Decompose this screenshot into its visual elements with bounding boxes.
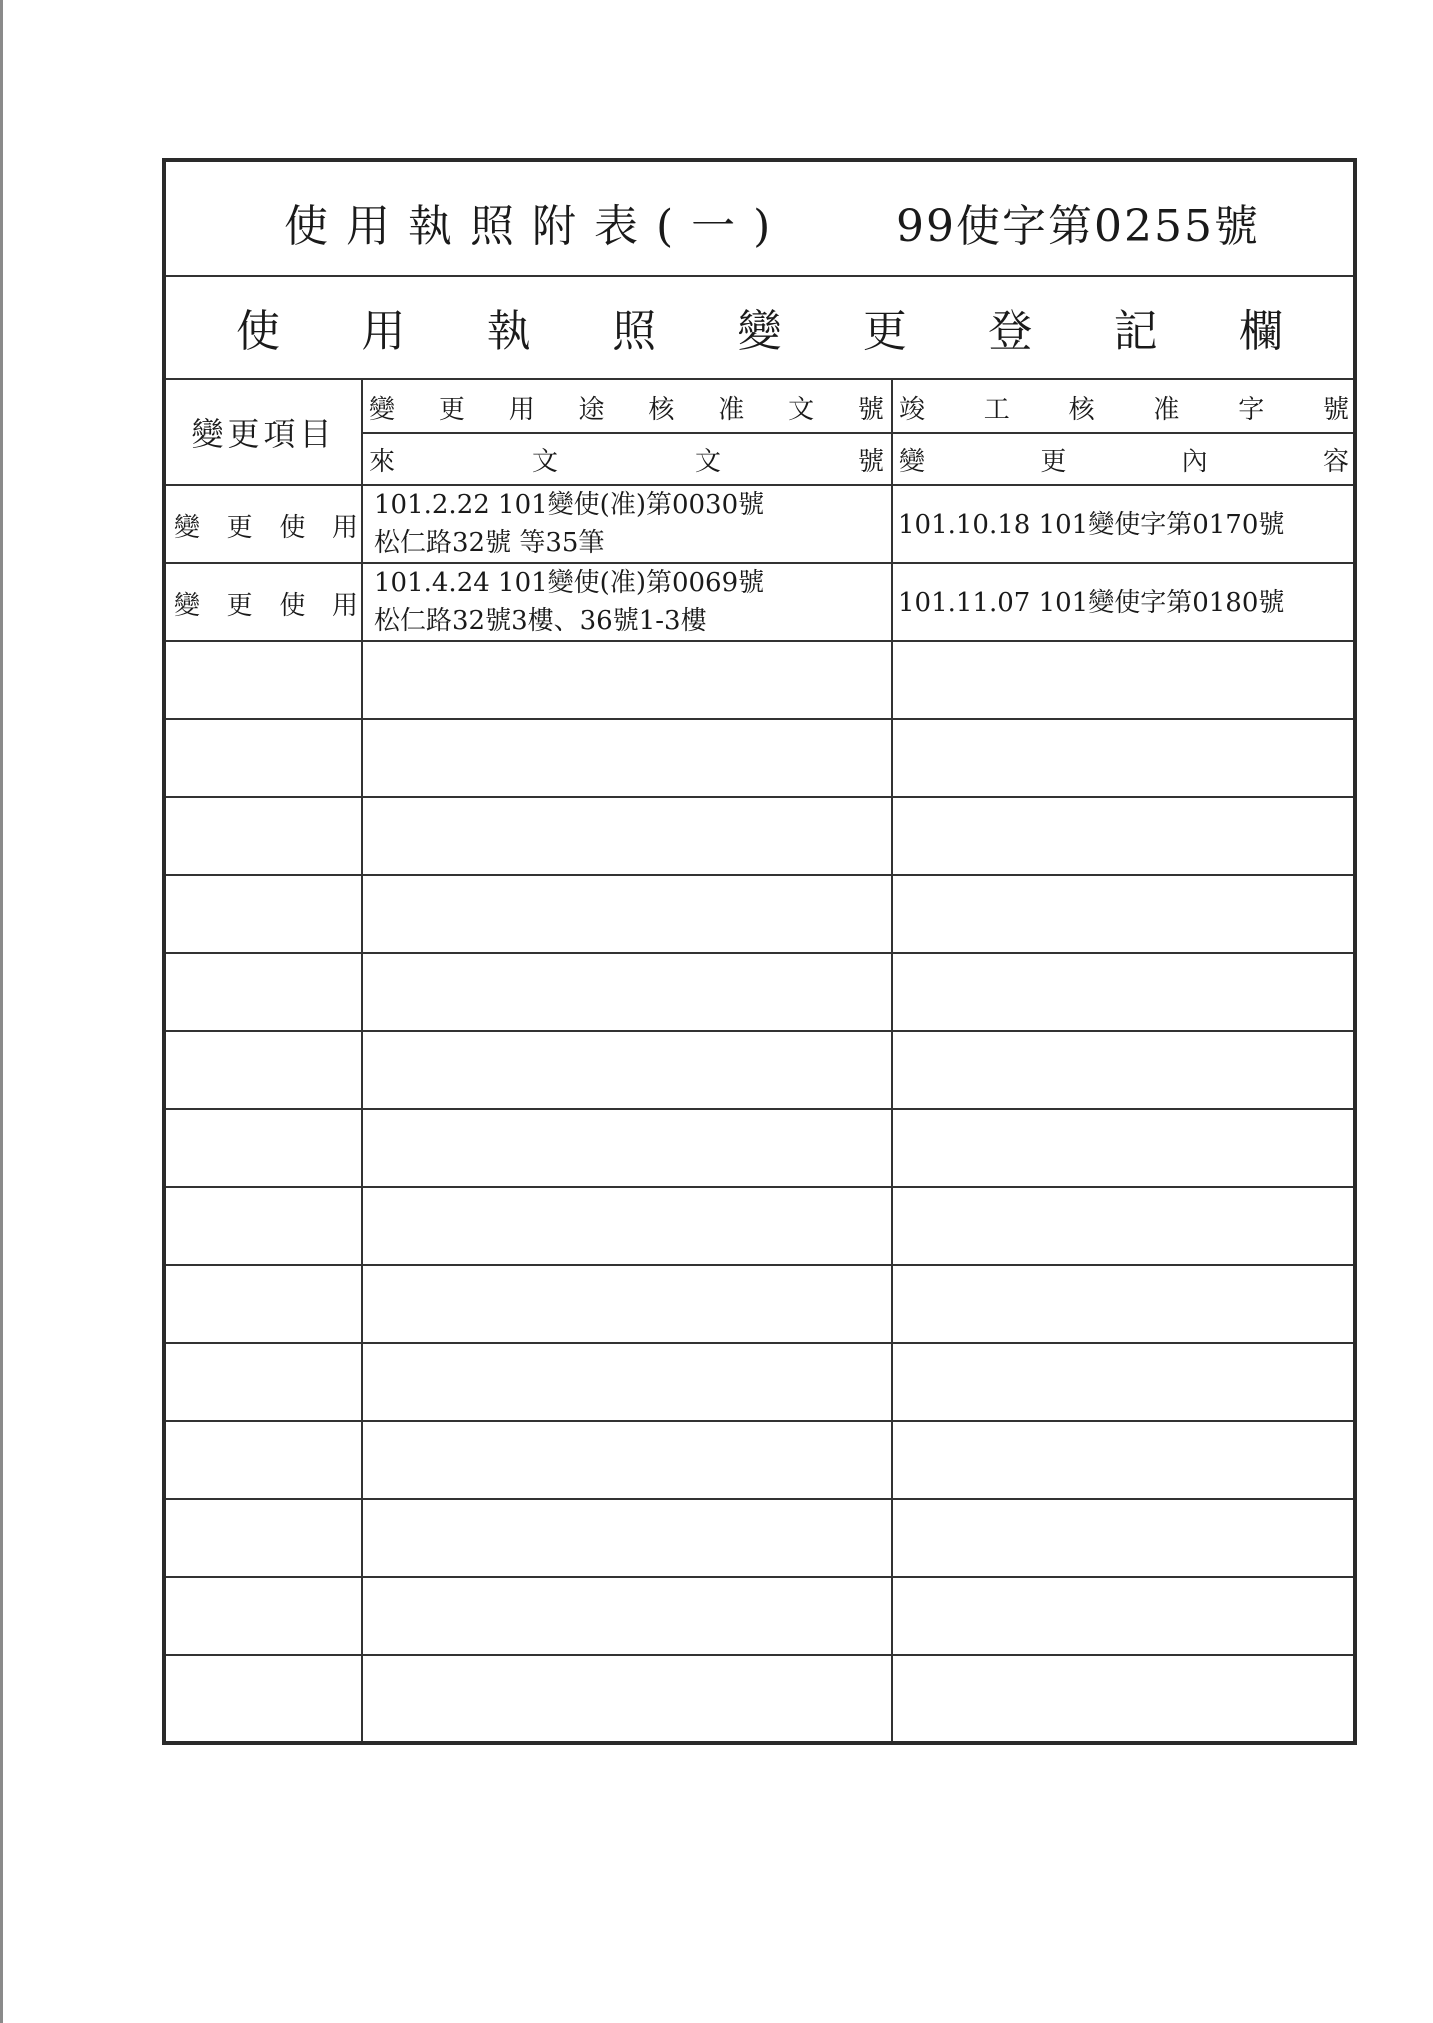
column-line-1 [361, 380, 363, 1741]
registration-form [162, 158, 1357, 1745]
row-line [166, 1108, 1353, 1110]
glyph: 用 [331, 590, 358, 621]
row-line [166, 1654, 1353, 1656]
glyph: 文 [531, 446, 558, 477]
row-line [166, 562, 1353, 564]
glyph: 執 [486, 306, 531, 357]
glyph: 號 [857, 394, 884, 425]
glyph: 變 [174, 512, 201, 543]
glyph: 准 [718, 394, 745, 425]
glyph: 更 [1040, 446, 1067, 477]
glyph: 核 [648, 394, 675, 425]
glyph: 更 [438, 394, 465, 425]
row-line [166, 1342, 1353, 1344]
glyph: 號 [1322, 394, 1349, 425]
page-edge-mark [0, 0, 10, 2023]
glyph: 核 [1068, 394, 1095, 425]
row-2-approval [374, 564, 764, 640]
glyph: 登 [988, 306, 1033, 357]
row-1-approval-line1: 101.2.22 101變使(准)第0030號 [374, 490, 765, 520]
glyph: 文 [694, 446, 721, 477]
glyph: 記 [1113, 306, 1158, 357]
glyph: 來 [369, 446, 396, 477]
column-header-completion-no [899, 382, 1349, 432]
row-2-completion: 101.11.07 101變使字第0180號 [898, 588, 1285, 618]
row-line [166, 1420, 1353, 1422]
section-title [236, 277, 1283, 377]
row-2-approval-line2: 松仁路32號3樓、36號1-3樓 [374, 606, 707, 636]
glyph: 變 [174, 590, 201, 621]
header-bottom-line [166, 484, 1353, 486]
glyph: 用 [331, 512, 358, 543]
glyph: 變 [369, 394, 396, 425]
glyph: 途 [578, 394, 605, 425]
row-line [166, 1498, 1353, 1500]
row-line [166, 796, 1353, 798]
row-2-approval-line1: 101.4.24 101變使(准)第0069號 [374, 568, 765, 598]
glyph: 欄 [1239, 306, 1283, 357]
glyph: 用 [508, 394, 535, 425]
title-row [166, 162, 1353, 277]
form-title: 使用執照附表(一) [284, 201, 789, 252]
glyph: 變 [899, 446, 926, 477]
glyph: 照 [612, 306, 657, 357]
row-line [166, 1576, 1353, 1578]
row-line [166, 640, 1353, 642]
row-line [166, 952, 1353, 954]
glyph: 更 [862, 306, 907, 357]
column-header-incoming-doc-no [369, 434, 884, 484]
column-header-approval-no [369, 382, 884, 432]
row-line [166, 874, 1353, 876]
header-divider [361, 432, 1353, 434]
glyph: 竣 [899, 394, 926, 425]
column-line-2 [891, 380, 893, 1741]
glyph: 變 [737, 306, 782, 357]
glyph: 更 [226, 512, 253, 543]
glyph: 容 [1322, 446, 1349, 477]
section-header-row [166, 277, 1353, 380]
row-line [166, 1264, 1353, 1266]
row-line [166, 1030, 1353, 1032]
row-1-item [174, 486, 358, 564]
glyph: 使 [279, 590, 306, 621]
glyph: 使 [236, 306, 280, 357]
row-1-approval-line2: 松仁路32號 等35筆 [374, 528, 605, 558]
glyph: 更 [226, 590, 253, 621]
column-header-item: 變更項目 [191, 415, 336, 453]
glyph: 用 [361, 306, 406, 357]
glyph: 文 [788, 394, 815, 425]
license-number: 99使字第0255號 [896, 201, 1260, 252]
row-1-approval [374, 486, 764, 562]
glyph: 使 [279, 512, 306, 543]
glyph: 字 [1238, 394, 1265, 425]
column-header-change-content [899, 434, 1349, 484]
glyph: 號 [857, 446, 884, 477]
row-line [166, 1186, 1353, 1188]
row-line [166, 718, 1353, 720]
glyph: 內 [1181, 446, 1208, 477]
row-2-item [174, 564, 358, 642]
row-1-completion: 101.10.18 101變使字第0170號 [898, 510, 1285, 540]
glyph: 工 [983, 394, 1010, 425]
glyph: 准 [1153, 394, 1180, 425]
